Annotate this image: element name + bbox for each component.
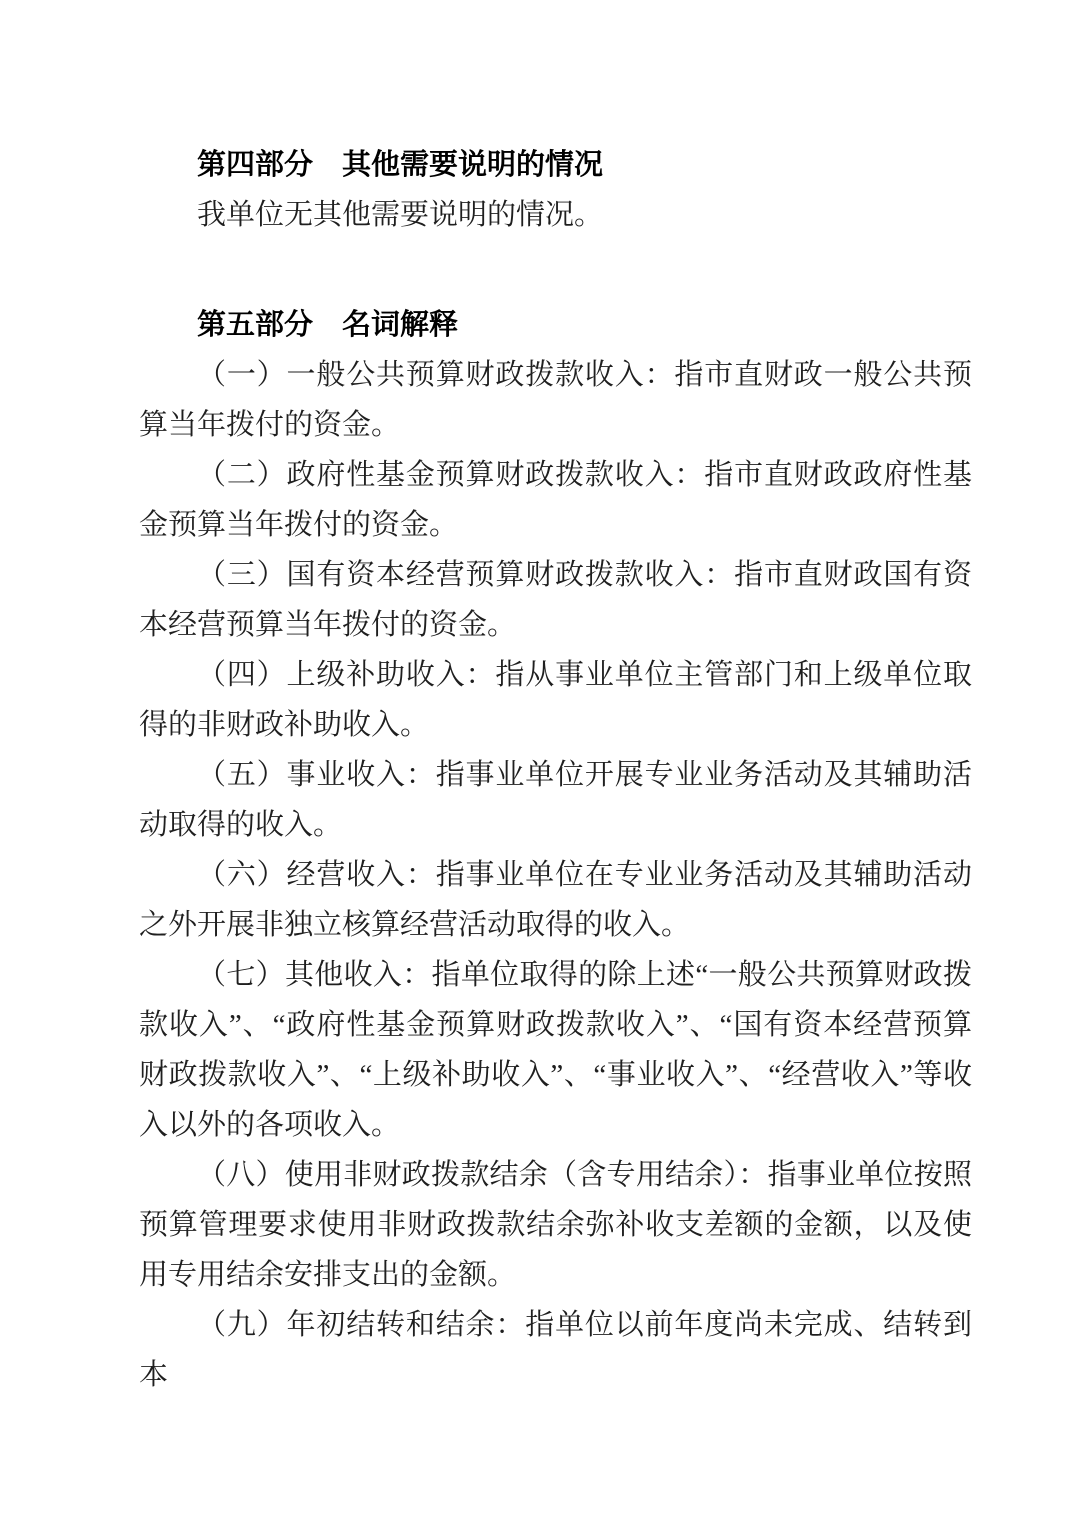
glossary-item-4: （四）上级补助收入：指从事业单位主管部门和上级单位取得的非财政补助收入。 xyxy=(139,659,972,741)
glossary-item-3: （三）国有资本经营预算财政拨款收入：指市直财政国有资本经营预算当年拨付的资金。 xyxy=(139,559,972,641)
glossary-item-7: （七）其他收入：指单位取得的除上述“一般公共预算财政拨款收入”、“政府性基金预算财政拨款收入”、“国有资本经营预算财政拨款收入”、“上级补助收入”、“事业收入”、“经营收入”等收入以外的各项收入。 xyxy=(139,959,972,1141)
section-glossary-heading: 第五部分 名词解释 xyxy=(197,309,459,341)
section-other-notes-paragraph: 我单位无其他需要说明的情况。 xyxy=(197,199,604,231)
section-glossary xyxy=(139,300,972,1400)
glossary-item-6: （六）经营收入：指事业单位在专业业务活动及其辅助活动之外开展非独立核算经营活动取得的收入。 xyxy=(139,859,972,941)
glossary-item-5: （五）事业收入：指事业单位开展专业业务活动及其辅助活动取得的收入。 xyxy=(139,759,972,841)
glossary-item-1: （一）一般公共预算财政拨款收入：指市直财政一般公共预算当年拨付的资金。 xyxy=(139,359,972,441)
glossary-item-2: （二）政府性基金预算财政拨款收入：指市直财政政府性基金预算当年拨付的资金。 xyxy=(139,459,972,541)
glossary-item-8: （八）使用非财政拨款结余（含专用结余）：指事业单位按照预算管理要求使用非财政拨款结余弥补收支差额的金额，以及使用专用结余安排支出的金额。 xyxy=(139,1159,972,1291)
glossary-item-9: （九）年初结转和结余：指单位以前年度尚未完成、结转到本 xyxy=(139,1309,972,1391)
section-other-notes-heading: 第四部分 其他需要说明的情况 xyxy=(197,149,604,181)
section-other-notes xyxy=(139,140,972,240)
